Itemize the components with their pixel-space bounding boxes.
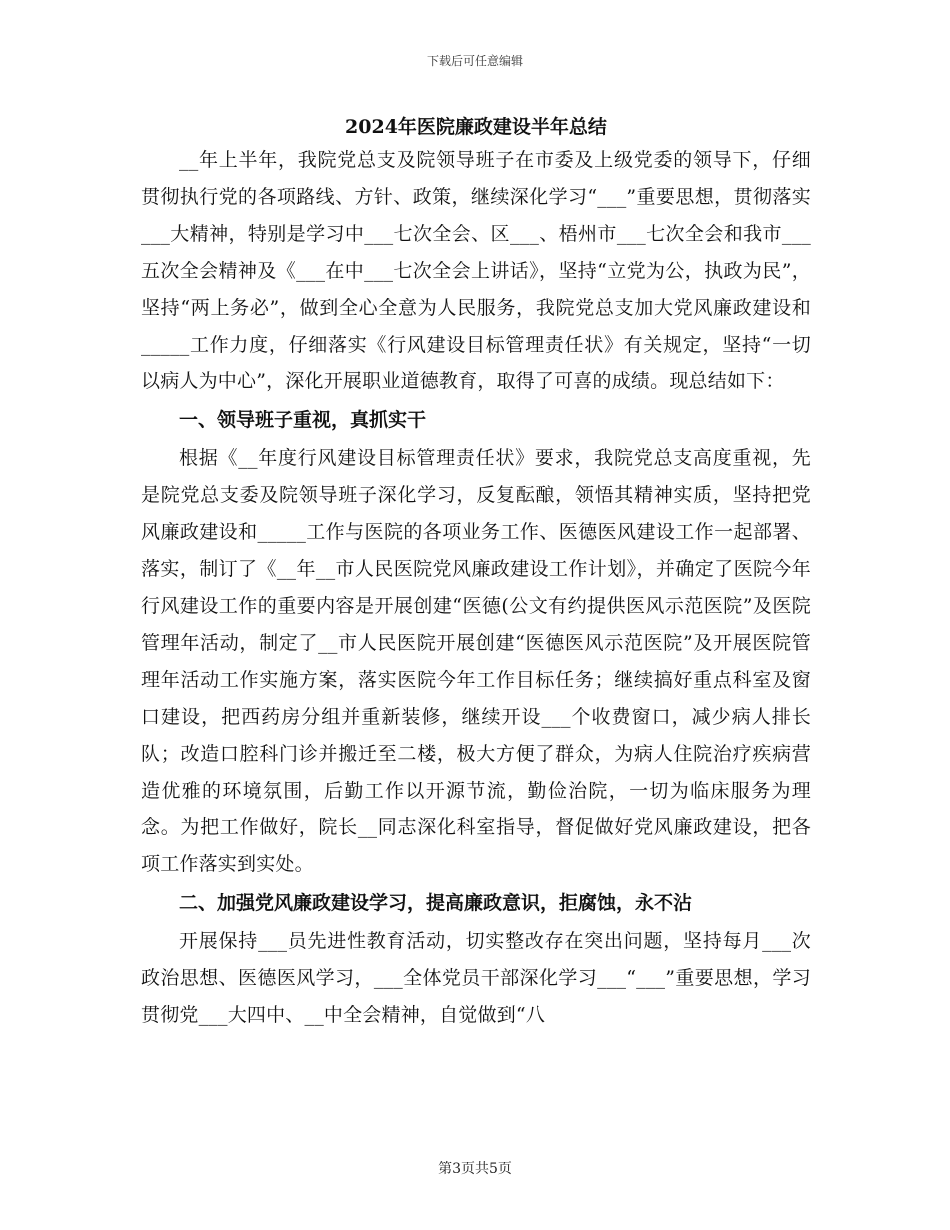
document-body <box>141 112 811 1034</box>
page-header-note: 下载后可任意编辑 <box>426 54 523 68</box>
document-title: 2024年医院廉政建设半年总结 <box>345 116 607 138</box>
intro-paragraph: __年上半年，我院党总支及院领导班子在市委及上级党委的领导下，仔细贯彻执行党的各项路线、方针、政策，继续深化学习“___”重要思想，贯彻落实___大精神，特别是学习中___七次全会、区___、梧州市___七次全会和我市___五次全会精神及《___在中___七次全会上讲话》，坚持“立党为公，执政为民”，坚持“两上务必”，做到全心全意为人民服务，我院党总支加大党风廉政建设和_____工作力度，仔细落实《行风建设目标管理责任状》有关规定，坚持“一切以病人为中心”，深化开展职业道德教育，取得了可喜的成绩。现总结如下： <box>141 149 811 393</box>
section-2-paragraph: 开展保持___员先进性教育活动，切实整改存在突出问题，坚持每月___次政治思想、医德医风学习，___全体党员干部深化学习___“___”重要思想，学习贯彻党___大四中、__中全会精神，自觉做到“八 <box>141 930 811 1027</box>
section-2-heading: 二、加强党风廉政建设学习，提高廉政意识，拒腐蚀，永不沾 <box>179 892 693 915</box>
section-1-paragraph: 根据《__年度行风建设目标管理责任状》要求，我院党总支高度重视，先是院党总支委及院领导班子深化学习，反复酝酿，领悟其精神实质，坚持把党风廉政建设和_____工作与医院的各项业务工作、医德医风建设工作一起部署、落实，制订了《__年__市人民医院党风廉政建设工作计划》，并确定了医院今年行风建设工作的重要内容是开展创建“医德(公文有约提供医风示范医院”及医院管理年活动，制定了__市人民医院开展创建“医德医风示范医院”及开展医院管理年活动工作实施方案，落实医院今年工作目标任务；继续搞好重点科室及窗口建设，把西药房分组并重新装修，继续开设___个收费窗口，减少病人排长队；改造口腔科门诊并搬迁至二楼，极大方便了群众，为病人住院治疗疾病营造优雅的环境氛围，后勤工作以开源节流，勤俭治院，一切为临床服务为理念。为把工作做好，院长__同志深化科室指导，督促做好党风廉政建设，把各项工作落实到实处。 <box>141 447 811 876</box>
page-number-footer: 第3页共5页 <box>438 1161 512 1177</box>
section-1-heading: 一、领导班子重视，真抓实干 <box>179 409 427 432</box>
